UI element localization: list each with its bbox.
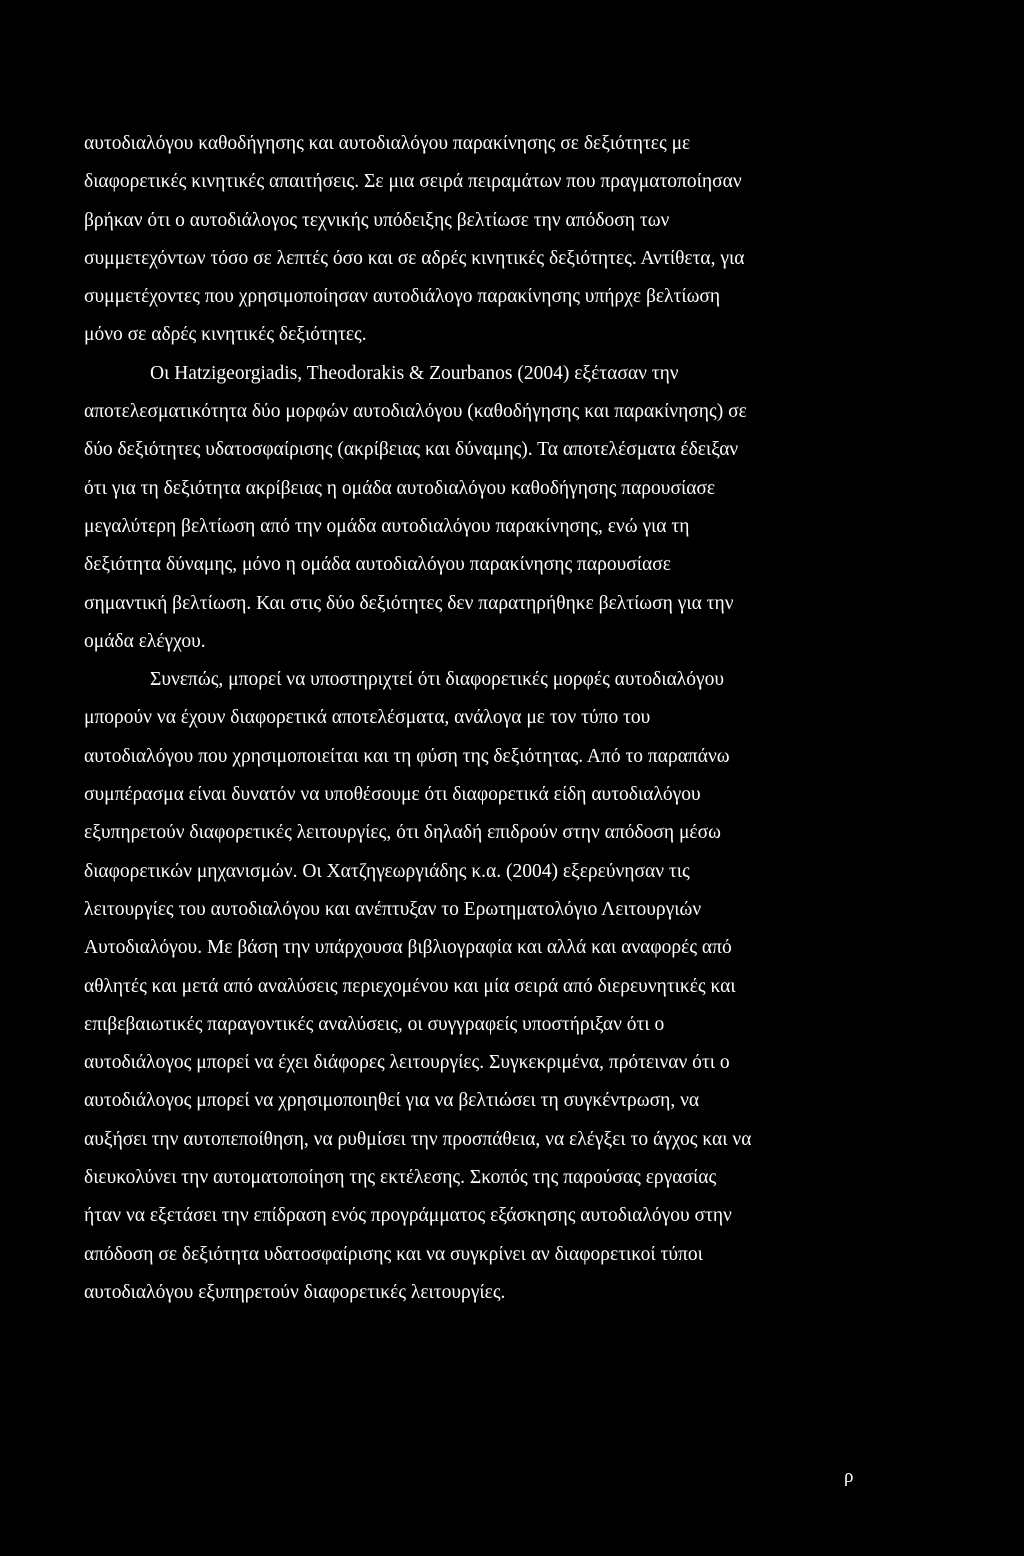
text-line: ομάδα ελέγχου. <box>84 630 206 652</box>
text-line: αθλητές και μετά από αναλύσεις περιεχομένου και μία σειρά από διερευνητικές και <box>84 975 736 997</box>
paragraph-first-line: Συνεπώς, μπορεί να υποστηριχτεί ότι διαφορετικές μορφές αυτοδιαλόγου <box>150 669 725 691</box>
text-line: αυτοδιαλόγου καθοδήγησης και αυτοδιαλόγου παρακίνησης σε δεξιότητες με <box>84 133 691 154</box>
text-line: συμπέρασμα είναι δυνατόν να υποθέσουμε ότι διαφορετικά είδη αυτοδιαλόγου <box>84 784 701 806</box>
body-text <box>84 125 944 1312</box>
text-line: μόνο σε αδρές κινητικές δεξιότητες. <box>84 324 367 346</box>
text-line: εξυπηρετούν διαφορετικές λειτουργίες, ότι δηλαδή επιδρούν στην απόδοση μέσω <box>84 822 721 844</box>
text-line: βρήκαν ότι ο αυτοδιάλογος τεχνικής υπόδειξης βελτίωσε την απόδοση των <box>84 209 670 231</box>
text-line: Αυτοδιαλόγου. Με βάση την υπάρχουσα βιβλιογραφία και αλλά και αναφορές από <box>84 937 732 959</box>
text-line: διευκολύνει την αυτοματοποίηση της εκτέλεσης. Σκοπός της παρούσας εργασίας <box>84 1167 717 1189</box>
text-line: αυξήσει την αυτοπεποίθηση, να ρυθμίσει την προσπάθεια, να ελέγξει το άγχος και να <box>84 1128 752 1150</box>
text-line: αυτοδιάλογος μπορεί να χρησιμοποιηθεί για να βελτιώσει τη συγκέντρωση, να <box>84 1090 700 1112</box>
paragraph-first-line: Οι Hatzigeorgiadis, Theodorakis & Zourbanos (2004) εξέτασαν την <box>150 362 679 384</box>
text-line: αυτοδιάλογος μπορεί να έχει διάφορες λειτουργίες. Συγκεκριμένα, πρότειναν ότι ο <box>84 1052 730 1074</box>
text-line: σημαντική βελτίωση. Και στις δύο δεξιότητες δεν παρατηρήθηκε βελτίωση για την <box>84 592 734 614</box>
text-line: διαφορετικές κινητικές απαιτήσεις. Σε μια σειρά πειραμάτων που πραγματοποίησαν <box>84 171 742 193</box>
text-line: μεγαλύτερη βελτίωση από την ομάδα αυτοδιαλόγου παρακίνησης, ενώ για τη <box>84 515 690 537</box>
text-line: δεξιότητα δύναμης, μόνο η ομάδα αυτοδιαλόγου παρακίνησης παρουσίασε <box>84 554 671 576</box>
text-line: λειτουργίες του αυτοδιαλόγου και ανέπτυξαν το Ερωτηματολόγιο Λειτουργιών <box>84 898 702 920</box>
text-line: επιβεβαιωτικές παραγοντικές αναλύσεις, οι συγγραφείς υποστήριξαν ότι ο <box>84 1013 665 1035</box>
text-line: συμμετέχοντες που χρησιμοποίησαν αυτοδιάλογο παρακίνησης υπήρχε βελτίωση <box>84 286 721 308</box>
text-line: μπορούν να έχουν διαφορετικά αποτελέσματα, ανάλογα με τον τύπο του <box>84 707 651 729</box>
text-line: ότι για τη δεξιότητα ακρίβειας η ομάδα αυτοδιαλόγου καθοδήγησης παρουσίασε <box>84 477 716 499</box>
text-line: απόδοση σε δεξιότητα υδατοσφαίρισης και να συγκρίνει αν διαφορετικοί τύποι <box>84 1243 703 1265</box>
page-number: ρ <box>844 1466 854 1487</box>
text-line: συμμετεχόντων τόσο σε λεπτές όσο και σε αδρές κινητικές δεξιότητες. Αντίθετα, για <box>84 247 745 269</box>
text-line: διαφορετικών μηχανισμών. Οι Χατζηγεωργιάδης κ.α. (2004) εξερεύνησαν τις <box>84 860 690 882</box>
text-line: δύο δεξιότητες υδατοσφαίρισης (ακρίβειας και δύναμης). Τα αποτελέσματα έδειξαν <box>84 439 739 461</box>
text-line: αποτελεσματικότητα δύο μορφών αυτοδιαλόγου (καθοδήγησης και παρακίνησης) σε <box>84 401 747 423</box>
text-line: ήταν να εξετάσει την επίδραση ενός προγράμματος εξάσκησης αυτοδιαλόγου στην <box>84 1205 732 1227</box>
text-line: αυτοδιαλόγου εξυπηρετούν διαφορετικές λειτουργίες. <box>84 1281 506 1303</box>
text-line: αυτοδιαλόγου που χρησιμοποιείται και τη φύση της δεξιότητας. Από το παραπάνω <box>84 745 730 767</box>
